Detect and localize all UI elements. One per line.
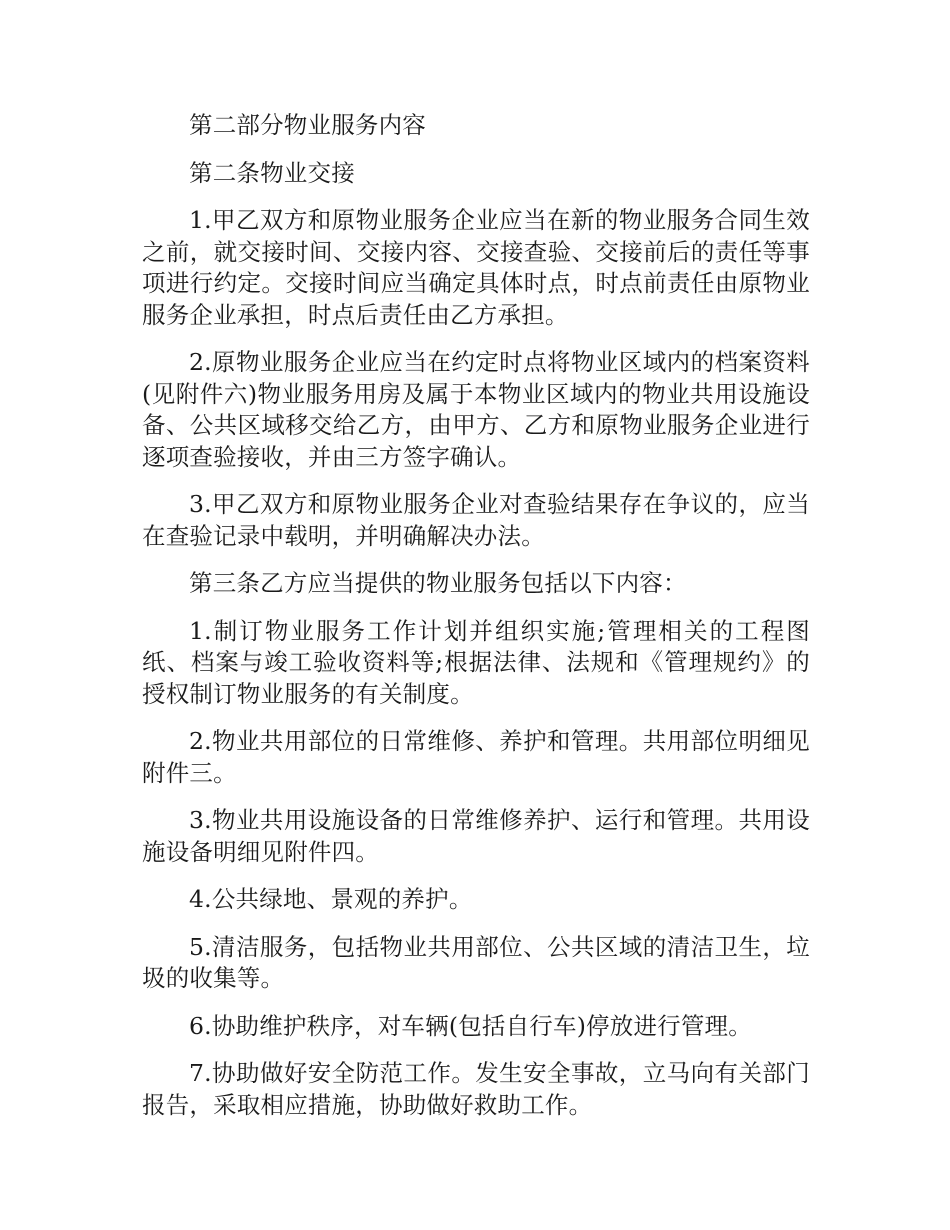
clause-paragraph: 1.制订物业服务工作计划并组织实施;管理相关的工程图纸、档案与竣工验收资料等;根据法律、法规和《管理规约》的授权制订物业服务的有关制度。 [142, 616, 810, 708]
clause-paragraph: 7.协助做好安全防范工作。发生安全事故，立马向有关部门报告，采取相应措施，协助做好救助工作。 [142, 1059, 810, 1119]
clause-paragraph: 3.物业共用设施设备的日常维修养护、运行和管理。共用设施设备明细见附件四。 [142, 806, 810, 866]
article-heading: 第二条物业交接 [189, 158, 355, 187]
clause-paragraph: 3.甲乙双方和原物业服务企业对查验结果存在争议的，应当在查验记录中载明，并明确解决办法。 [142, 490, 810, 550]
section-heading: 第二部分物业服务内容 [189, 111, 426, 139]
document-body [142, 110, 810, 1137]
clause-paragraph: 6.协助维护秩序，对车辆(包括自行车)停放进行管理。 [189, 1011, 752, 1040]
clause-paragraph: 4.公共绿地、景观的养护。 [189, 885, 473, 913]
clause-paragraph: 2.物业共用部位的日常维修、养护和管理。共用部位明细见附件三。 [142, 727, 810, 787]
clause-paragraph: 2.原物业服务企业应当在约定时点将物业区域内的档案资料(见附件六)物业服务用房及属于本物业区域内的物业共用设施设备、公共区域移交给乙方，由甲方、乙方和原物业服务企业进行逐项查验接收，并由三方签字确认。 [142, 348, 810, 471]
article-heading: 第三条乙方应当提供的物业服务包括以下内容： [189, 569, 687, 597]
clause-paragraph: 5.清洁服务，包括物业共用部位、公共区域的清洁卫生，垃圾的收集等。 [142, 932, 810, 992]
clause-paragraph: 1.甲乙双方和原物业服务企业应当在新的物业服务合同生效之前，就交接时间、交接内容、交接查验、交接前后的责任等事项进行约定。交接时间应当确定具体时点，时点前责任由原物业服务企业承担，时点后责任由乙方承担。 [142, 206, 810, 329]
